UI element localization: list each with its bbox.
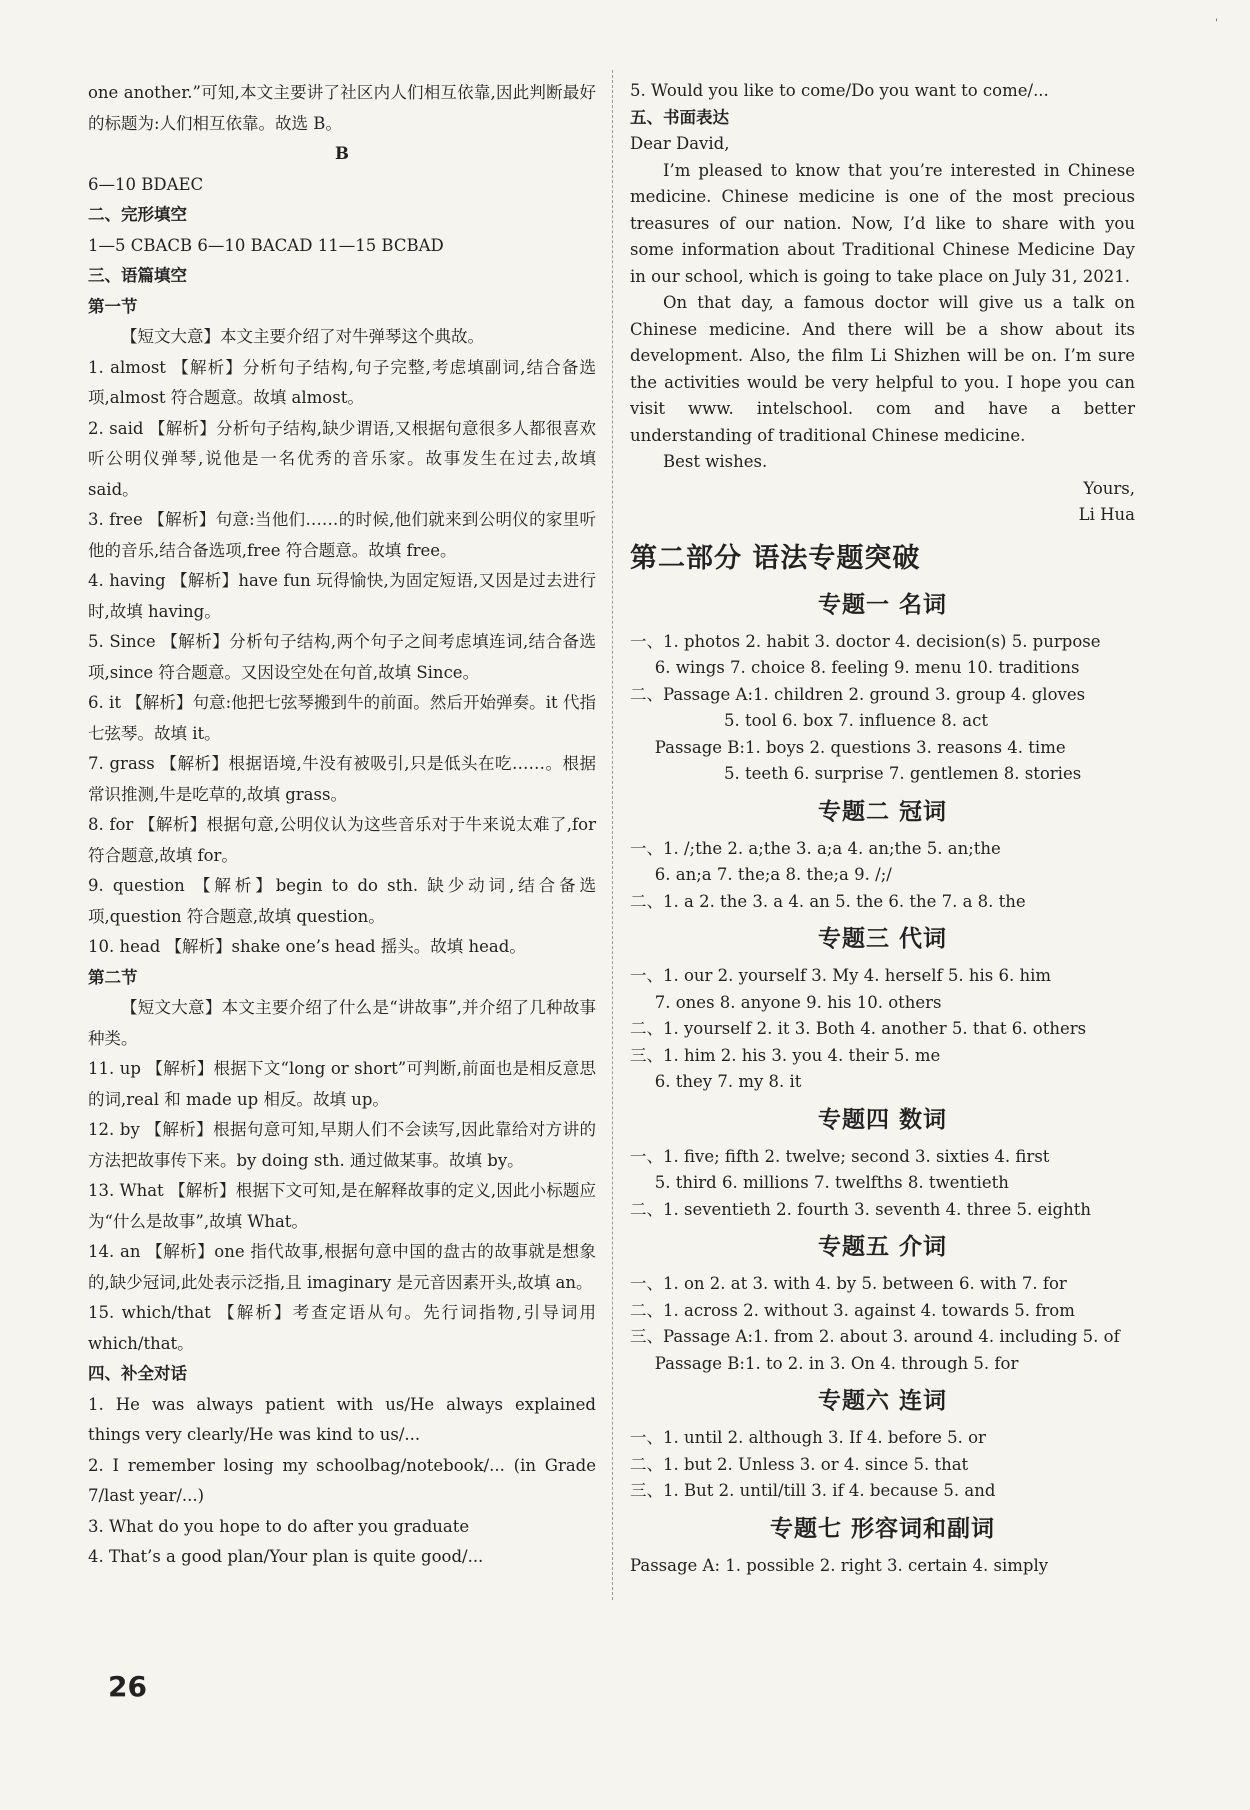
topic-line: 一、1. /;the 2. a;the 3. a;a 4. an;the 5. an;the [630, 838, 1001, 858]
cloze-heading: 二、完形填空 [88, 205, 187, 224]
topic-line: 三、1. But 2. until/till 3. if 4. because 5. and [630, 1481, 996, 1500]
passage-fill-heading: 三、语篇填空 [88, 266, 187, 285]
answer-item: 3. free 【解析】句意:当他们……的时候,他们就来到公明仪的家里听他的音乐,结合备选项,free 符合题意。故填 free。 [88, 510, 596, 560]
topic-title: 专题二 冠词 [817, 798, 947, 825]
answer-item: 11. up 【解析】根据下文“long or short”可判断,前面也是相反意思的词,real 和 made up 相反。故填 up。 [88, 1059, 596, 1109]
dialogue-item: 1. He was always patient with us/He always explained things very clearly/He was kind to us/... [88, 1394, 596, 1444]
corner-mark: ' [1215, 18, 1218, 29]
section2-heading: 第二节 [88, 967, 138, 987]
topic-line: 一、1. until 2. although 3. If 4. before 5. or [630, 1428, 986, 1447]
section1-heading: 第一节 [88, 296, 138, 316]
topic-line: 一、1. five; fifth 2. twelve; second 3. sixties 4. first [630, 1146, 1050, 1166]
topic-line: 6. wings 7. choice 8. feeling 9. menu 10. traditions [654, 658, 1080, 677]
page-number: 26 [108, 1670, 147, 1703]
topic-line: 二、1. across 2. without 3. against 4. towards 5. from [630, 1300, 1075, 1320]
topic-line: 三、1. him 2. his 3. you 4. their 5. me [630, 1045, 941, 1065]
answer-item: 14. an 【解析】one 指代故事,根据句意中国的盘古的故事就是想象的,缺少冠词,此处表示泛指,且 imaginary 是元音因素开头,故填 an。 [88, 1242, 596, 1292]
topic-line: 6. they 7. my 8. it [654, 1072, 802, 1091]
dialogue-item: 5. Would you like to come/Do you want to come/... [630, 81, 1049, 100]
topic-line: 7. ones 8. anyone 9. his 10. others [654, 992, 942, 1012]
letter-closing: Best wishes. [663, 452, 768, 471]
topic-title: 专题五 介词 [817, 1234, 947, 1260]
dialogue-item: 3. What do you hope to do after you graduate [88, 1516, 470, 1536]
topic-line: 一、1. photos 2. habit 3. doctor 4. decision(s) 5. purpose [630, 631, 1101, 651]
answer-item: 1. almost 【解析】分析句子结构,句子完整,考虑填副词,结合备选项,almost 符合题意。故填 almost。 [88, 357, 596, 407]
column-divider [612, 70, 613, 1600]
topic-line: 一、1. our 2. yourself 3. My 4. herself 5. his 6. him [630, 966, 1052, 985]
answers-6-10: 6—10 BDAEC [88, 174, 204, 194]
topic-line: 二、1. yourself 2. it 3. Both 4. another 5. that 6. others [630, 1019, 1087, 1038]
writing-heading: 五、书面表达 [630, 107, 729, 127]
topic-line: 二、Passage A:1. children 2. ground 3. group 4. gloves [630, 684, 1086, 704]
topic-line: 二、1. seventieth 2. fourth 3. seventh 4. three 5. eighth [630, 1199, 1091, 1219]
topic-title: 专题六 连词 [817, 1388, 947, 1414]
cloze-answers: 1—5 CBACB 6—10 BACAD 11—15 BCBAD [88, 235, 444, 255]
topic-line: 5. tool 6. box 7. influence 8. act [724, 711, 988, 730]
letter-sign-yours: Yours, [1083, 478, 1135, 498]
left-column [88, 78, 596, 1573]
topic-title: 专题四 数词 [817, 1106, 947, 1133]
summary2: 【短文大意】本文主要介绍了什么是“讲故事”,并介绍了几种故事种类。 [88, 998, 596, 1048]
right-column [630, 78, 1135, 1579]
topic-title: 专题七 形容词和副词 [769, 1515, 995, 1542]
topic-line: 6. an;a 7. the;a 8. the;a 9. /;/ [654, 865, 892, 884]
answer-item: 8. for 【解析】根据句意,公明仪认为这些音乐对于牛来说太难了,for 符合题意,故填 for。 [88, 815, 596, 865]
answer-item: 7. grass 【解析】根据语境,牛没有被吸引,只是低头在吃……。根据常识推测,牛是吃草的,故填 grass。 [88, 754, 596, 804]
letter-paragraph: I’m pleased to know that you’re interested in Chinese medicine. Chinese medicine is one of the most precious treasures of our nation. Now, I’d like to share with you some information about Traditional Chinese Medicine Day in our school, which is going to take place on July 31, 2021. [630, 160, 1135, 286]
letter-paragraph: On that day, a famous doctor will give us a talk on Chinese medicine. And there will be a show about its development. Also, the film Li Shizhen will be on. I’m sure the activities would be very helpful to you. I hope you can visit www. intelschool. com and have a better understanding of traditional Chinese medicine. [630, 293, 1135, 445]
topic-line: 二、1. a 2. the 3. a 4. an 5. the 6. the 7. a 8. the [630, 891, 1026, 911]
topic-line: 二、1. but 2. Unless 3. or 4. since 5. that [630, 1454, 969, 1474]
summary1: 【短文大意】本文主要介绍了对牛弹琴这个典故。 [121, 327, 484, 346]
letter-sign-name: Li Hua [1078, 505, 1135, 524]
topic-line: 5. teeth 6. surprise 7. gentlemen 8. stories [724, 764, 1082, 783]
topic-line: Passage B:1. boys 2. questions 3. reasons 4. time [654, 737, 1066, 757]
dialogue-item: 2. I remember losing my schoolbag/notebook/... (in Grade 7/last year/...) [88, 1455, 596, 1505]
topic-line: Passage A: 1. possible 2. right 3. certain 4. simply [630, 1555, 1049, 1575]
answer-item: 13. What 【解析】根据下文可知,是在解释故事的定义,因此小标题应为“什么是故事”,故填 What。 [88, 1181, 596, 1231]
topic-line: 三、Passage A:1. from 2. about 3. around 4. including 5. of [630, 1327, 1120, 1346]
topic-line: Passage B:1. to 2. in 3. On 4. through 5. for [654, 1353, 1019, 1373]
answer-item: 15. which/that 【解析】考查定语从句。先行词指物,引导词用 which/that。 [88, 1303, 596, 1353]
topic-line: 5. third 6. millions 7. twelfths 8. twentieth [654, 1173, 1009, 1192]
part2-title: 第二部分 语法专题突破 [630, 542, 921, 574]
answer-item: 10. head 【解析】shake one’s head 摇头。故填 head。 [88, 937, 526, 956]
answer-item: 4. having 【解析】have fun 玩得愉快,为固定短语,又因是过去进行时,故填 having。 [88, 571, 596, 621]
section-b-label: B [335, 144, 349, 163]
dialogue-item: 4. That’s a good plan/Your plan is quite good/... [88, 1547, 484, 1566]
answer-item: 6. it 【解析】句意:他把七弦琴搬到牛的前面。然后开始弹奏。it 代指七弦琴。故填 it。 [88, 693, 596, 743]
answer-item: 12. by 【解析】根据句意可知,早期人们不会读写,因此靠给对方讲的方法把故事传下来。by doing sth. 通过做某事。故填 by。 [88, 1120, 596, 1170]
intro-text: one another.”可知,本文主要讲了社区内人们相互依靠,因此判断最好的标题为:人们相互依靠。故选 B。 [88, 83, 596, 133]
dialogue-heading: 四、补全对话 [88, 1364, 187, 1383]
answer-item: 9. question 【解析】begin to do sth. 缺少动词,结合备选项,question 符合题意,故填 question。 [88, 876, 596, 926]
topic-title: 专题三 代词 [817, 926, 947, 952]
topic-title: 专题一 名词 [817, 591, 947, 618]
answer-item: 5. Since 【解析】分析句子结构,两个句子之间考虑填连词,结合备选项,since 符合题意。又因设空处在句首,故填 Since。 [88, 632, 596, 682]
topic-line: 一、1. on 2. at 3. with 4. by 5. between 6. with 7. for [630, 1274, 1067, 1293]
answer-item: 2. said 【解析】分析句子结构,缺少谓语,又根据句意很多人都很喜欢听公明仪弹琴,说他是一名优秀的音乐家。故事发生在过去,故填 said。 [88, 418, 596, 499]
letter-salutation: Dear David, [630, 134, 730, 153]
